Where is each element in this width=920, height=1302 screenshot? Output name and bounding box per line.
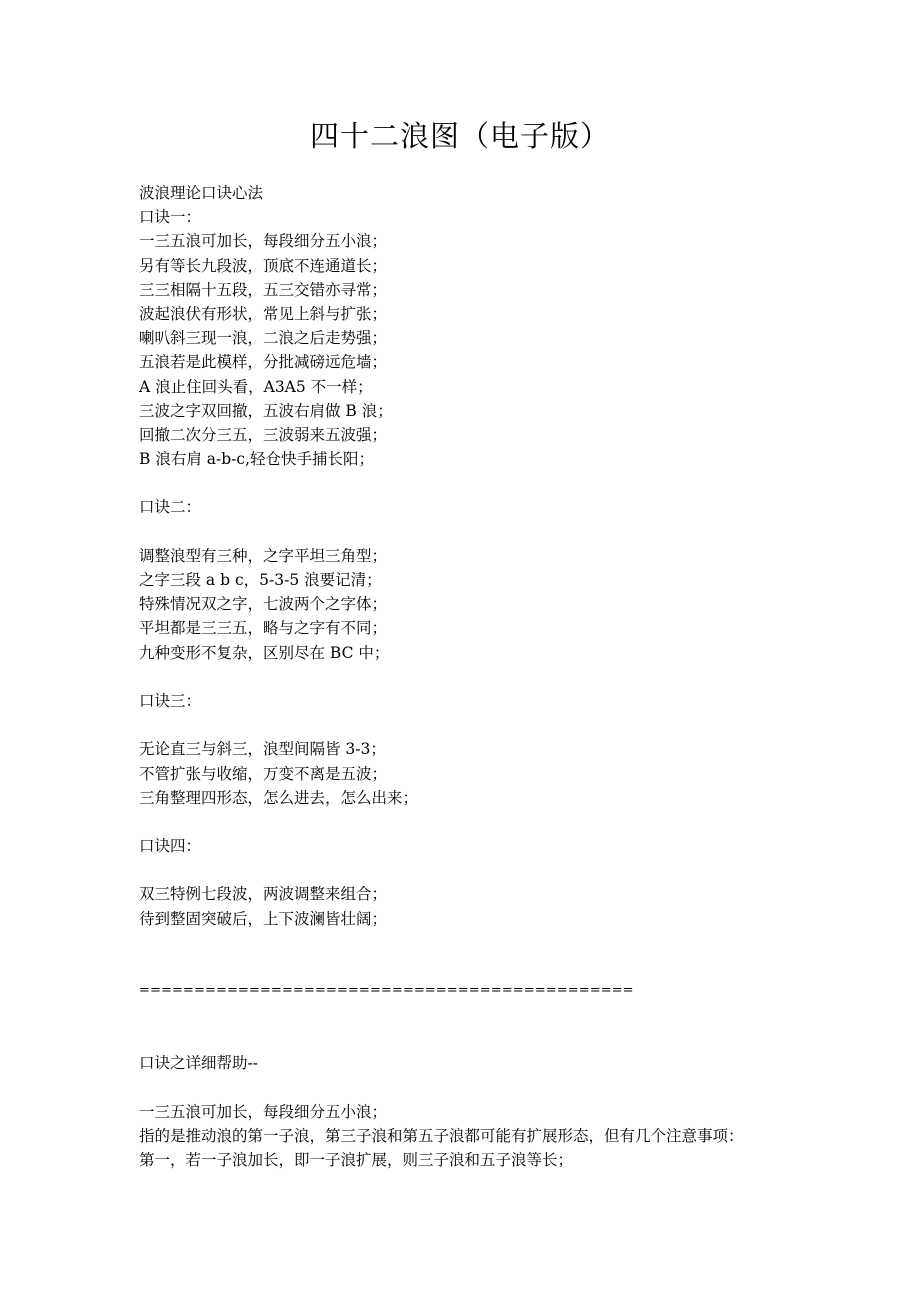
blank-line <box>139 713 839 737</box>
verse-line: 另有等长九段波，顶底不连通道长； <box>139 256 388 275</box>
verse-line: 待到整固突破后，上下波澜皆壮阔； <box>139 909 388 928</box>
verse-line: B 浪右肩 a-b-c,轻仓快手捕长阳； <box>139 450 374 469</box>
blank-line <box>139 665 839 689</box>
verse-line: 三波之字双回撤，五波右肩做 B 浪； <box>139 401 393 420</box>
verse-line: 一三五浪可加长，每段细分五小浪； <box>139 232 388 251</box>
verse-line: 无论直三与斜三，浪型间隔皆 3-3； <box>139 740 386 759</box>
blank-line <box>139 520 839 544</box>
document-heading: 波浪理论口诀心法 <box>139 184 264 202</box>
blank-line <box>139 955 839 979</box>
blank-line <box>139 1076 839 1100</box>
verse-line: 九种变形不复杂，区别尽在 BC 中； <box>139 643 390 662</box>
detail-line: 指的是推动浪的第一子浪，第三子浪和第五子浪都可能有扩展形态，但有几个注意事项： <box>139 1126 744 1145</box>
verse-line: 五浪若是此模样，分批减磅远危墙； <box>139 353 388 372</box>
verse-line: 三角整理四形态，怎么进去，怎么出来； <box>139 788 419 807</box>
section-1-label: 口诀一： <box>139 208 202 227</box>
detail-line: 一三五浪可加长，每段细分五小浪； <box>139 1102 388 1121</box>
section-3-label: 口诀三： <box>139 691 202 710</box>
section-2-label: 口诀二： <box>139 498 202 517</box>
verse-line: 特殊情况双之字，七波两个之字体； <box>139 595 388 614</box>
verse-line: 回撤二次分三五，三波弱来五波强； <box>139 425 388 444</box>
verse-line: 之字三段 a b c，5-3-5 浪要记清； <box>139 571 382 589</box>
verse-line: 双三特例七段波，两波调整来组合； <box>139 885 388 904</box>
section-4-label: 口诀四： <box>139 837 202 856</box>
detail-line: 第一，若一子浪加长，即一子浪扩展，则三子浪和五子浪等长； <box>139 1151 574 1170</box>
verse-line: 波起浪伏有形状，常见上斜与扩张； <box>139 304 388 323</box>
blank-line <box>139 471 839 495</box>
document-body <box>139 181 839 1172</box>
document-title: 四十二浪图（电子版） <box>309 119 610 153</box>
verse-line: 调整浪型有三种，之字平坦三角型； <box>139 546 388 565</box>
verse-line: 平坦都是三三五，略与之字有不同； <box>139 619 388 638</box>
verse-line: 三三相隔十五段，五三交错亦寻常； <box>139 280 388 299</box>
blank-line <box>139 858 839 882</box>
blank-line <box>139 931 839 955</box>
verse-line: 喇叭斜三现一浪，二浪之后走势强； <box>139 329 388 348</box>
blank-gap <box>139 1003 839 1051</box>
blank-line <box>139 810 839 834</box>
detail-heading: 口诀之详细帮助-- <box>139 1054 258 1073</box>
verse-line: 不管扩张与收缩，万变不离是五波； <box>139 764 388 783</box>
verse-line: A 浪止住回头看，A3A5 不一样； <box>139 377 373 396</box>
separator-line: ============================================= <box>139 983 634 999</box>
